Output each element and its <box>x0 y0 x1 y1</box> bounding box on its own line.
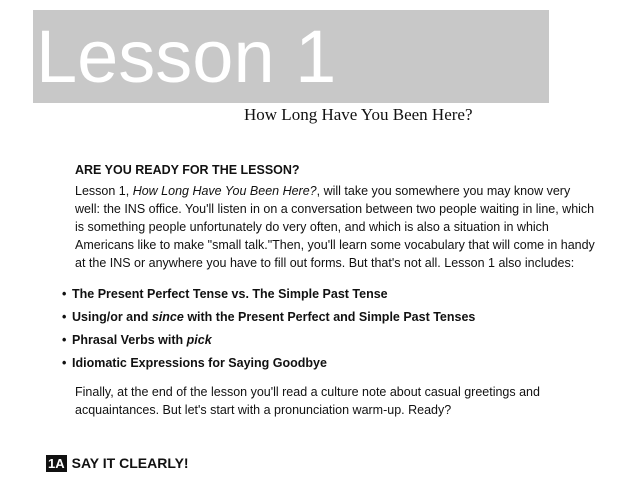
lesson-subtitle: How Long Have You Been Here? <box>244 105 473 124</box>
bullet-icon: • <box>62 310 67 324</box>
say-it-clearly-section-heading <box>46 455 189 472</box>
topic-label <box>72 332 482 349</box>
topic-item-phrasal-verbs-with-pick <box>62 332 482 349</box>
topic-emphasis: pick <box>186 333 212 347</box>
topic-emphasis: since <box>151 310 184 324</box>
intro-text-start: Lesson 1, <box>75 184 133 198</box>
topic-item-idiomatic-expressions-goodbye <box>62 355 482 372</box>
topic-item-using-for-and-since <box>62 309 482 326</box>
closing-paragraph: Finally, at the end of the lesson you'll read a culture note about casual greetings and acquaintances. But let's start with a pronunciation warm-up. Ready? <box>75 385 540 417</box>
bullet-icon: • <box>62 356 67 370</box>
intro-lesson-title: How Long Have You Been Here? <box>132 184 317 198</box>
topic-label: Idiomatic Expressions for Saying Goodbye <box>72 356 327 370</box>
section-number-badge: 1A <box>48 456 65 471</box>
lesson-topic-list <box>62 286 482 378</box>
topic-label-start: Using/or and <box>72 310 152 324</box>
topic-label-end: with the Present Perfect and Simple Past Tenses <box>183 310 476 324</box>
intro-paragraph <box>75 182 595 272</box>
intro-text-end: , will take you somewhere you may know very well: the INS office. You'll listen in on a conversation between two people waiting in line, which is something people unfortunately do very often, and which is also a situation in which Americans like to make "small talk."Then, you'll learn some vocabulary that will come in handy at the INS or anywhere you have to fill out forms. But that's not all. Lesson 1 also includes: <box>75 184 595 270</box>
lesson-title: Lesson 1 <box>36 15 337 98</box>
bullet-icon: • <box>62 333 67 347</box>
bullet-icon: • <box>62 287 67 301</box>
ready-section-heading: ARE YOU READY FOR THE LESSON? <box>75 163 300 177</box>
section-title: SAY IT CLEARLY! <box>71 455 189 471</box>
topic-label-start: Phrasal Verbs with <box>72 333 187 347</box>
topic-label: The Present Perfect Tense vs. The Simple Past Tense <box>72 287 388 301</box>
topic-label <box>72 309 482 326</box>
topic-item-present-perfect-vs-simple-past <box>62 286 482 303</box>
